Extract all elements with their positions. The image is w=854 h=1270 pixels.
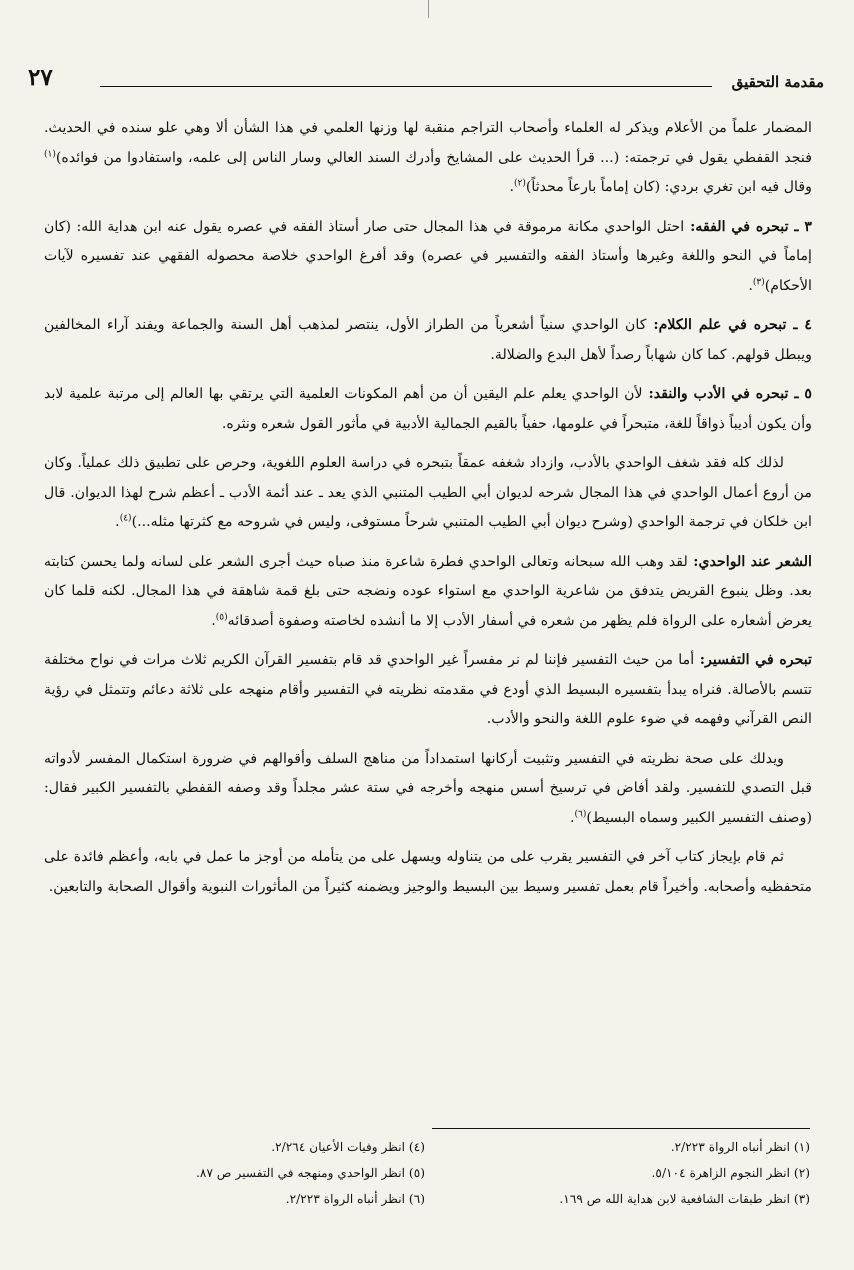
footnote: (٦) انظر أنباه الرواة ٢/٢٢٣. (285, 1192, 425, 1206)
footnote: (٣) انظر طبقات الشافعية لابن هداية الله ص ١٦٩. (559, 1192, 810, 1206)
paragraph: ٥ ـ تبحره في الأدب والنقد: لأن الواحدي يعلم علم اليقين أن من أهم المكونات العلمية التي يرتقي بها العالم إلى مرتبة علمية لابد وأن يكون أديباً ذواقاً للغة، متبحراً في علومها، حفياً بالقيم الجمالية الأدبية في مأثور القول شعره ونثره. (44, 386, 813, 432)
footnote: (٥) انظر الواحدي ومنهجه في التفسير ص ٨٧. (196, 1166, 425, 1180)
header-rule (100, 86, 712, 87)
paragraph-heading: الشعر عند الواحدي: (687, 553, 812, 570)
body-text (44, 114, 812, 912)
footnote-ref: (٣) (752, 276, 765, 287)
footnote-ref: (١) (44, 148, 56, 159)
paragraph-heading: ٤ ـ تبحره في علم الكلام: (646, 317, 812, 333)
paragraph: ثم قام بإيجاز كتاب آخر في التفسير يقرب على من يتناوله ويسهل على من يتأمله من أوجز ما عمل في بابه، وأعظم فائدة على متحفظيه وأصحابه. وأخيراً قام بعمل تفسير وسيط بين البسيط والوجيز ويضمنه كثيراً من المأثورات النبوية وأقوال الصحابة والتابعين. (44, 849, 812, 895)
paragraph: الشعر عند الواحدي: لقد وهب الله سبحانه وتعالى الواحدي فطرة شاعرة منذ صباه حيث أجرى الشعر على لسانه ولما يحسن كتابته بعد. وظل ينبوع القريض يتدفق من شاعرية الواحدي مع استواء عوده ونضجه حتى بلغ قمة شاهقة في هذا المجال. لكنه قلما كان يعرض أشعاره على الرواة فلم يظهر من شعره في أسفار الأدب إلا ما أنشده لخاصته وصفوة أصدقائه$^{(٥)}$. (44, 553, 812, 629)
paragraph: المضمار علماً من الأعلام ويذكر له العلماء وأصحاب التراجم منقبة لها وزنها العلمي في هذا الشأن ألا وهي علو سنده في الحديث. فنجد القفطي يقول في ترجمته: (... قرأ الحديث على المشايخ وأدرك السند العالي وسار الناس إلى علمه، واستفادوا من فوائده)$^{(١)}$ وقال فيه ابن تغري بردي: (كان إماماً بارعاً محدثاً)$^{(٢)}$. (44, 120, 812, 195)
running-title: مقدمة التحقيق (731, 73, 824, 91)
footnote-ref: (٢) (513, 178, 526, 189)
footnote-ref: (٥) (215, 611, 228, 622)
scan-mark (428, 0, 429, 18)
paragraph-heading: تبحره في التفسير: (694, 652, 812, 668)
page-number: ٢٧ (28, 64, 53, 91)
footnote: (٢) انظر النجوم الزاهرة ٥/١٠٤. (651, 1166, 810, 1180)
footnote-rule (432, 1128, 810, 1129)
paragraph: تبحره في التفسير: أما من حيث التفسير فإننا لم نر مفسراً غير الواحدي قد قام بتفسير القرآن الكريم ثلاث مرات في نواح مختلفة تتسم بالأصالة. فنراه يبدأ بتفسيره البسيط الذي أودع في مقدمته نظريته في التفسير وأقام منهجه على ثلاثة دعائم وتتمثل في رؤية النص القرآني وفهمه في ضوء علوم اللغة والنحو والأدب. (44, 652, 812, 727)
footnote: (٤) انظر وفيات الأعيان ٢/٢٦٤. (271, 1140, 425, 1154)
paragraph: ٤ ـ تبحره في علم الكلام: كان الواحدي سنياً أشعرياً من الطراز الأول، ينتصر لمذهب أهل السنة والجماعة ويفند آراء المخالفين ويبطل قولهم. كما كان شهاباً رصداً لأهل البدع والضلالة. (44, 317, 812, 363)
footnote: (١) انظر أنباه الرواة ٢/٢٢٣. (670, 1140, 810, 1154)
footnote-ref: (٤) (119, 513, 132, 524)
paragraph-heading: ٥ ـ تبحره في الأدب والنقد: (642, 386, 813, 402)
paragraph-heading: ٣ ـ تبحره في الفقه: (684, 218, 812, 235)
paragraph: ويدلك على صحة نظريته في التفسير وتثبيت أركانها استمداداً من مناهج السلف وأقوالهم في ضرورة استكمال المفسر لأدواته قبل التصدي للتفسير. ولقد أفاض في ترسيخ أسس منهجه وأخرجه في ستة عشر مجلداً وقد وصفه القفطي بالتفسير الكبير فقال: (وصنف التفسير الكبير وسماه البسيط)$^{(٦)}$. (44, 750, 812, 826)
footnotes (40, 1134, 810, 1212)
paragraph: ٣ ـ تبحره في الفقه: احتل الواحدي مكانة مرموقة في هذا المجال حتى صار أستاذ الفقه في عصره يقول عنه ابن هداية الله: (كان إماماً في النحو واللغة وغيرها وأستاذ الفقه والتفسير في عصره) وقد أفرغ الواحدي خلاصة محصوله الفقهي عند تفسيره لآيات الأحكام)$^{(٣)}$. (44, 218, 812, 294)
footnote-ref: (٦) (574, 808, 587, 819)
page-header (28, 62, 824, 96)
paragraph: لذلك كله فقد شغف الواحدي بالأدب، وازداد شغفه عمقاً بتبحره في دراسة العلوم اللغوية، وحرص على تطبيق ذلك عملياً. وكان من أروع أعمال الواحدي في هذا المجال شرحه لديوان أبي الطيب المتنبي الذي يعد ـ عند أئمة الأدب ـ أعظم شرح لهذا الديوان. قال ابن خلكان في ترجمة الواحدي (وشرح ديوان أبي الطيب المتنبي شرحاً مستوفى، وليس في شروحه مع كثرتها مثله...)$^{(٤)}$. (44, 455, 812, 530)
